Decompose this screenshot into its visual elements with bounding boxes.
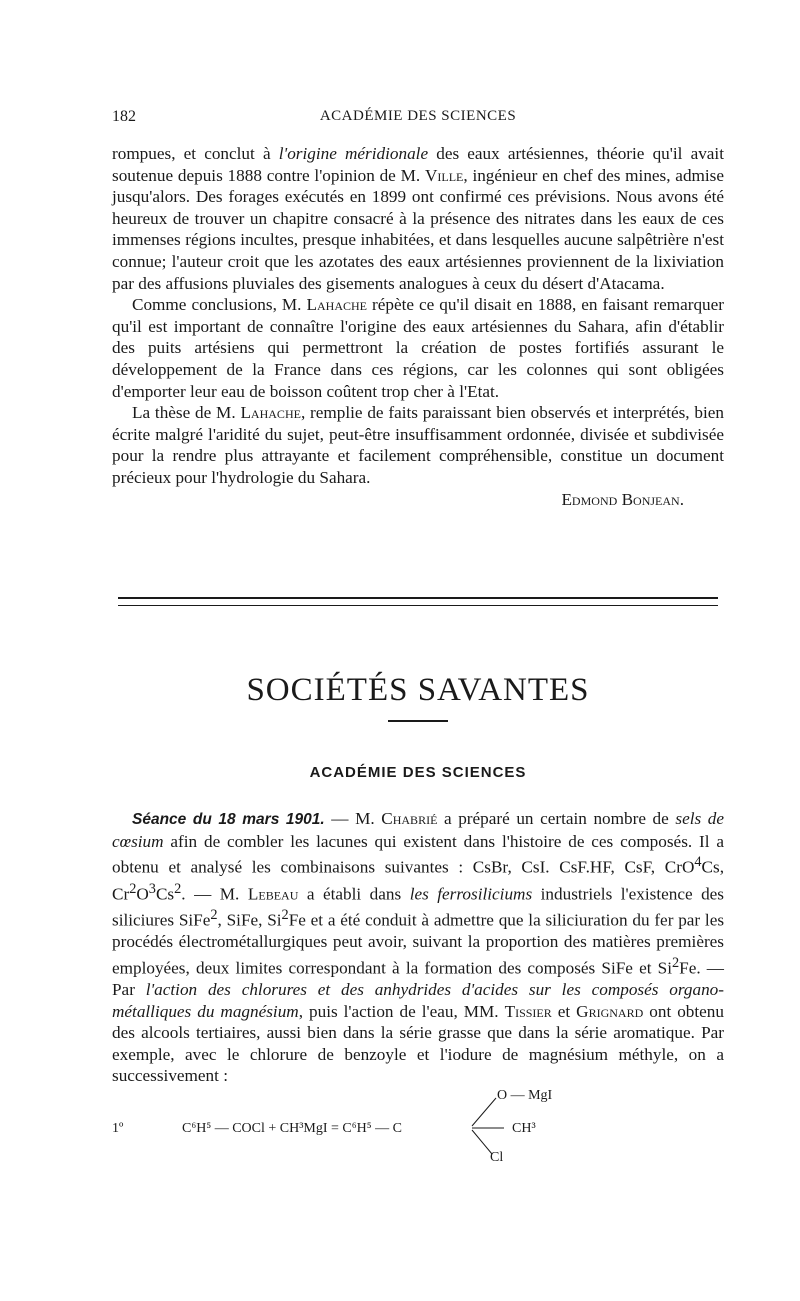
- running-head: [112, 108, 724, 130]
- section-divider: [118, 597, 718, 606]
- author-name: Chabrié: [381, 809, 438, 828]
- equation-left: C⁶H⁵ — COCl + CH³MgI = C⁶H⁵ — C: [182, 1121, 402, 1136]
- chemical-equation: [112, 1086, 724, 1166]
- review-signature: Edmond Bonjean.: [561, 489, 684, 509]
- emphasis: sels de cœsium: [112, 809, 724, 851]
- author-name: Grignard: [576, 1001, 644, 1021]
- section-subtitle: ACADÉMIE DES SCIENCES: [309, 764, 527, 781]
- bond-top: [472, 1098, 496, 1126]
- book-review: [112, 143, 724, 510]
- review-paragraph-3: La thèse de M. Lahache, remplie de faits paraissant bien observés et interprétés, bien écrite malgré l'aridité du sujet, peut-être insuffisamment ordonnée, divisée et subdivisée pour la rendre plus attrayante et facilement compréhensible, constitue un document précieux pour l'hydrologie du Sahara.: [112, 403, 724, 487]
- branch-middle: CH³: [512, 1121, 536, 1136]
- seance-paragraph: Séance du 18 mars 1901. — M. Chabrié a préparé un certain nombre de sels de cœsium afin de combler les lacunes qui existent dans l'histoire de ces composés. Il a obtenu et analysé les combinaisons suivantes : CsBr, CsI. CsF.HF, CsF, CrO$^4$Cs, $Cr^2O^3Cs^2$. — M. Lebeau a établi dans les ferrosiliciums industriels l'existence des siliciures SiFe$^2$, SiFe, Si$^2$Fe et a été conduit à admettre que la siliciuration du fer par les procédés électrométallurgiques peut avoir, suivant la proportion des matières premières employées, deux limites correspondant à la formation des composés SiFe et Si$^2$Fe. — Par l'action des chlorures et des anhydrides d'acides sur les composés organo-métalliques du magnésium, puis l'action de l'eau, MM. Tissier et Grignard ont obtenu des alcools tertiaires, aussi bien dans la série grasse que dans la série aromatique. Par exemple, avec le chlorure de benzoyle et l'iodure de magnésium méthyle, on a successivement :: [112, 809, 725, 1086]
- author-name: Lebeau: [247, 884, 299, 904]
- review-paragraph-2: Comme conclusions, M. Lahache répète ce qu'il disait en 1888, en faisant remarquer qu'il est important de connaître l'origine des eaux artésiennes du Sahara, afin d'établir des puits artésiens qui permettront la création de postes fortifiés assurant le développement de la France dans ces régions, car les colonnes qui sont obligées d'emporter leur eau de boisson coûtent trop cher à l'Etat.: [112, 295, 724, 401]
- emphasis: l'origine méridionale: [278, 144, 429, 163]
- section-title: SOCIÉTÉS SAVANTES: [246, 672, 590, 708]
- author-name: Tissier: [504, 1001, 552, 1021]
- author-name: Lahache: [240, 403, 301, 423]
- author-name: Lahache: [306, 295, 367, 315]
- emphasis: l'action des chlorures et des anhydrides d'acides sur les composés organo-métalliques du magnésium: [112, 980, 724, 1021]
- branch-top: O — MgI: [497, 1088, 553, 1103]
- emphasis: les ferrosiliciums: [409, 884, 533, 904]
- review-paragraph-1: rompues, et conclut à l'origine méridionale des eaux artésiennes, théorie qu'il avait soutenue depuis 1888 contre l'opinion de M. Ville, ingénieur en chef des mines, admise jusqu'alors. Des forages exécutés en 1899 ont confirmé ces prévisions. Nous avons été heureux de trouver un chapitre consacré à la présence des nitrates dans les eaux de ces immenses régions incultes, presque inhabitées, et dans lesquelles aucune salpêtrière n'est connue; l'auteur croit que les azotates des eaux artésiennes proviennent de la lixiviation par des affusions pluviales des gisements analogues à ceux du désert d'Atacama.: [112, 144, 724, 293]
- journal-title: ACADÉMIE DES SCIENCES: [319, 108, 517, 124]
- seance-date: Séance du 18 mars 1901.: [132, 811, 325, 828]
- seance-report: [112, 808, 724, 1087]
- title-underline: [388, 720, 448, 722]
- equation-number: 1º: [112, 1121, 124, 1136]
- bond-bottom: [472, 1130, 492, 1154]
- branch-bottom: Cl: [490, 1150, 504, 1165]
- author-name: Ville: [424, 165, 464, 185]
- page-number: 182: [112, 108, 136, 125]
